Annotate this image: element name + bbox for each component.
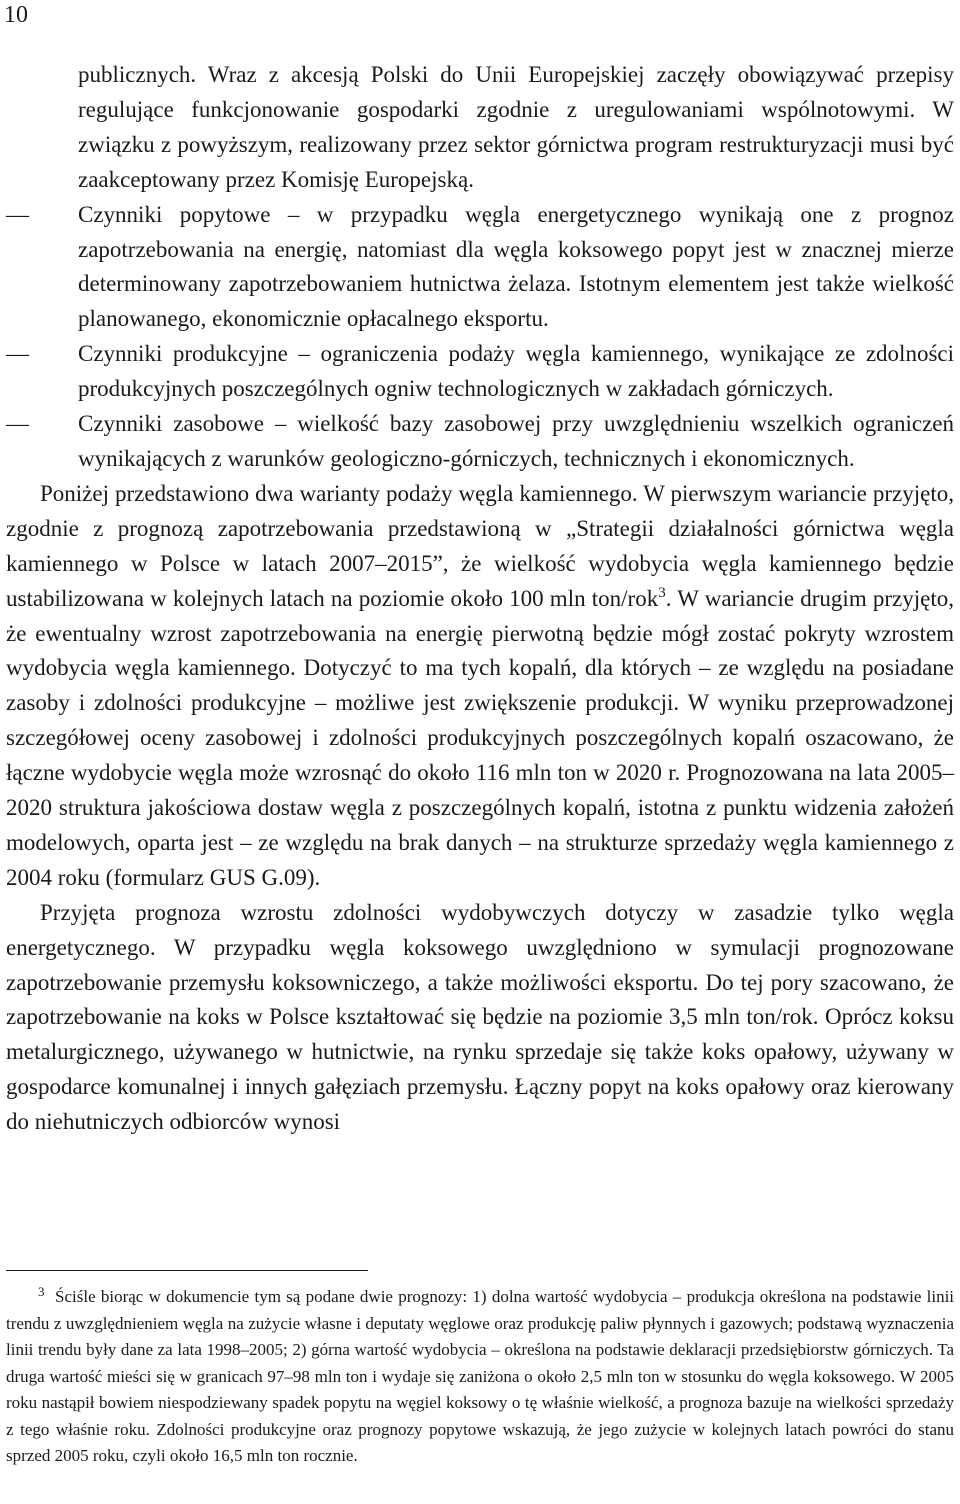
page-number: 10 — [4, 2, 28, 28]
paragraph-text: . W wariancie drugim przyjęto, że ewentualny wzrost zapotrzebowania na energię pierwotną będzie mógł zostać pokryty wzrostem wydobycia węgla kamiennego. Dotyczyć to ma tych kopalń, dla których – ze względu na posiadane zasoby i zdolności produkcyjne – możliwe jest zwiększenie produkcji. W wyniku przeprowadzonej szczegółowej oceny zasobowej i zdolności produkcyjnych poszczególnych kopalń oszacowano, że łączne wydobycie węgla może wzrosnąć do około 116 mln ton w 2020 r. Prognozowana na lata 2005–2020 struktura jakościowa dostaw węgla z poszczególnych kopalń, istotna z punktu widzenia założeń modelowych, oparta jest – ze względu na brak danych – na strukturze sprzedaży węgla kamiennego z 2004 roku (formularz GUS G.09). — [6, 585, 955, 890]
bullet-dash: — — [6, 411, 29, 437]
paragraph-coke-forecast: Przyjęta prognoza wzrostu zdolności wydobywczych dotyczy w zasadzie tylko węgla energetycznego. W przypadku węgla koksowego uwzględniono w symulacji prognozowane zapotrzebowanie przemysłu koksowniczego, a także możliwości eksportu. Do tej pory szacowano, że zapotrzebowanie na koks w Polsce kształtować się będzie na poziomie 3,5 mln ton/rok. Oprócz koksu metalurgicznego, używanego w hutnictwie, na rynku sprzedaje się także koks opałowy, używany w gospodarce komunalnej i innych gałęziach przemysłu. Łączny popyt na koks opałowy oraz kierowany do niehutniczych odbiorców wynosi — [6, 899, 954, 1135]
paragraph-text: Poniżej przedstawiono dwa warianty podaży węgla kamiennego. W pierwszym wariancie przyjęto, zgodnie z prognozą zapotrzebowania przedstawioną w „Strategii działalności górnictwa węgla kamiennego w Polsce w latach 2007–2015”, że wielkość wydobycia węgla kamiennego będzie ustabilizowana w kolejnych latach na poziomie około 100 mln ton/rok — [6, 480, 954, 611]
bullet-production-factors — [6, 337, 954, 407]
footnote-3 — [6, 1284, 954, 1470]
bullet-demand-factors — [6, 198, 954, 338]
footnote-text: Ściśle biorąc w dokumencie tym są podane dwie prognozy: 1) dolna wartość wydobycia – produkcja określona na podstawie linii trendu z uwzględnieniem węgla na zużycie własne i deputaty węglowe oraz produkcję paliw płynnych i gazowych; podstawą wyznaczenia linii trendu były dane za lata 1998–2005; 2) górna wartość wydobycia – określona na podstawie deklaracji przedsiębiorstw górniczych. Ta druga wartość mieści się w granicach 97–98 mln ton i wydaje się zaniżona o około 2,5 mln ton w stosunku do węgla koksowego. W 2005 roku nastąpił bowiem niespodziewany spadek popytu na węgiel koksowy o tę właśnie wielkość, a prognoza bazuje na wielkości sprzedaży z tego właśnie roku. Zdolności produkcyjne oraz prognozy popytowe wskazują, że jego zużycie w kolejnych latach powróci do stanu sprzed 2005 roku, czyli około 16,5 mln ton rocznie. — [6, 1287, 955, 1465]
bullet-text: Czynniki popytowe – w przypadku węgla energetycznego wynikają one z prognoz zapotrzebowania na energię, natomiast dla węgla koksowego popyt jest w znacznej mierze determinowany zapotrzebowaniem hutnictwa żelaza. Istotnym elementem jest także wielkość planowanego, ekonomicznie opłacalnego eksportu. — [78, 201, 954, 332]
bullet-text: Czynniki zasobowe – wielkość bazy zasobowej przy uwzględnieniu wszelkich ograniczeń wynikających z warunków geologiczno-górniczych, technicznych i ekonomicznych. — [78, 411, 954, 471]
paragraph-continuation: publicznych. Wraz z akcesją Polski do Unii Europejskiej zaczęły obowiązywać przepisy regulujące funkcjonowanie gospodarki zgodnie z uregulowaniami wspólnotowymi. W związku z powyższym, realizowany przez sektor górnictwa program restrukturyzacji musi być zaakceptowany przez Komisję Europejską. — [78, 62, 954, 192]
footnotes — [6, 1284, 954, 1470]
paragraph-supply-variants — [6, 477, 954, 896]
bullet-resource-factors — [6, 407, 954, 477]
footnote-marker: 3 — [38, 1284, 45, 1299]
bullet-dash: — — [6, 201, 29, 227]
footnote-divider — [6, 1270, 368, 1271]
bullet-text: Czynniki produkcyjne – ograniczenia podaży węgla kamiennego, wynikające ze zdolności produkcyjnych poszczególnych ogniw technologicznych w zakładach górniczych. — [78, 341, 954, 402]
bullet-dash: — — [6, 341, 29, 367]
main-text — [6, 58, 954, 1140]
footnote-reference[interactable]: 3 — [658, 584, 666, 601]
